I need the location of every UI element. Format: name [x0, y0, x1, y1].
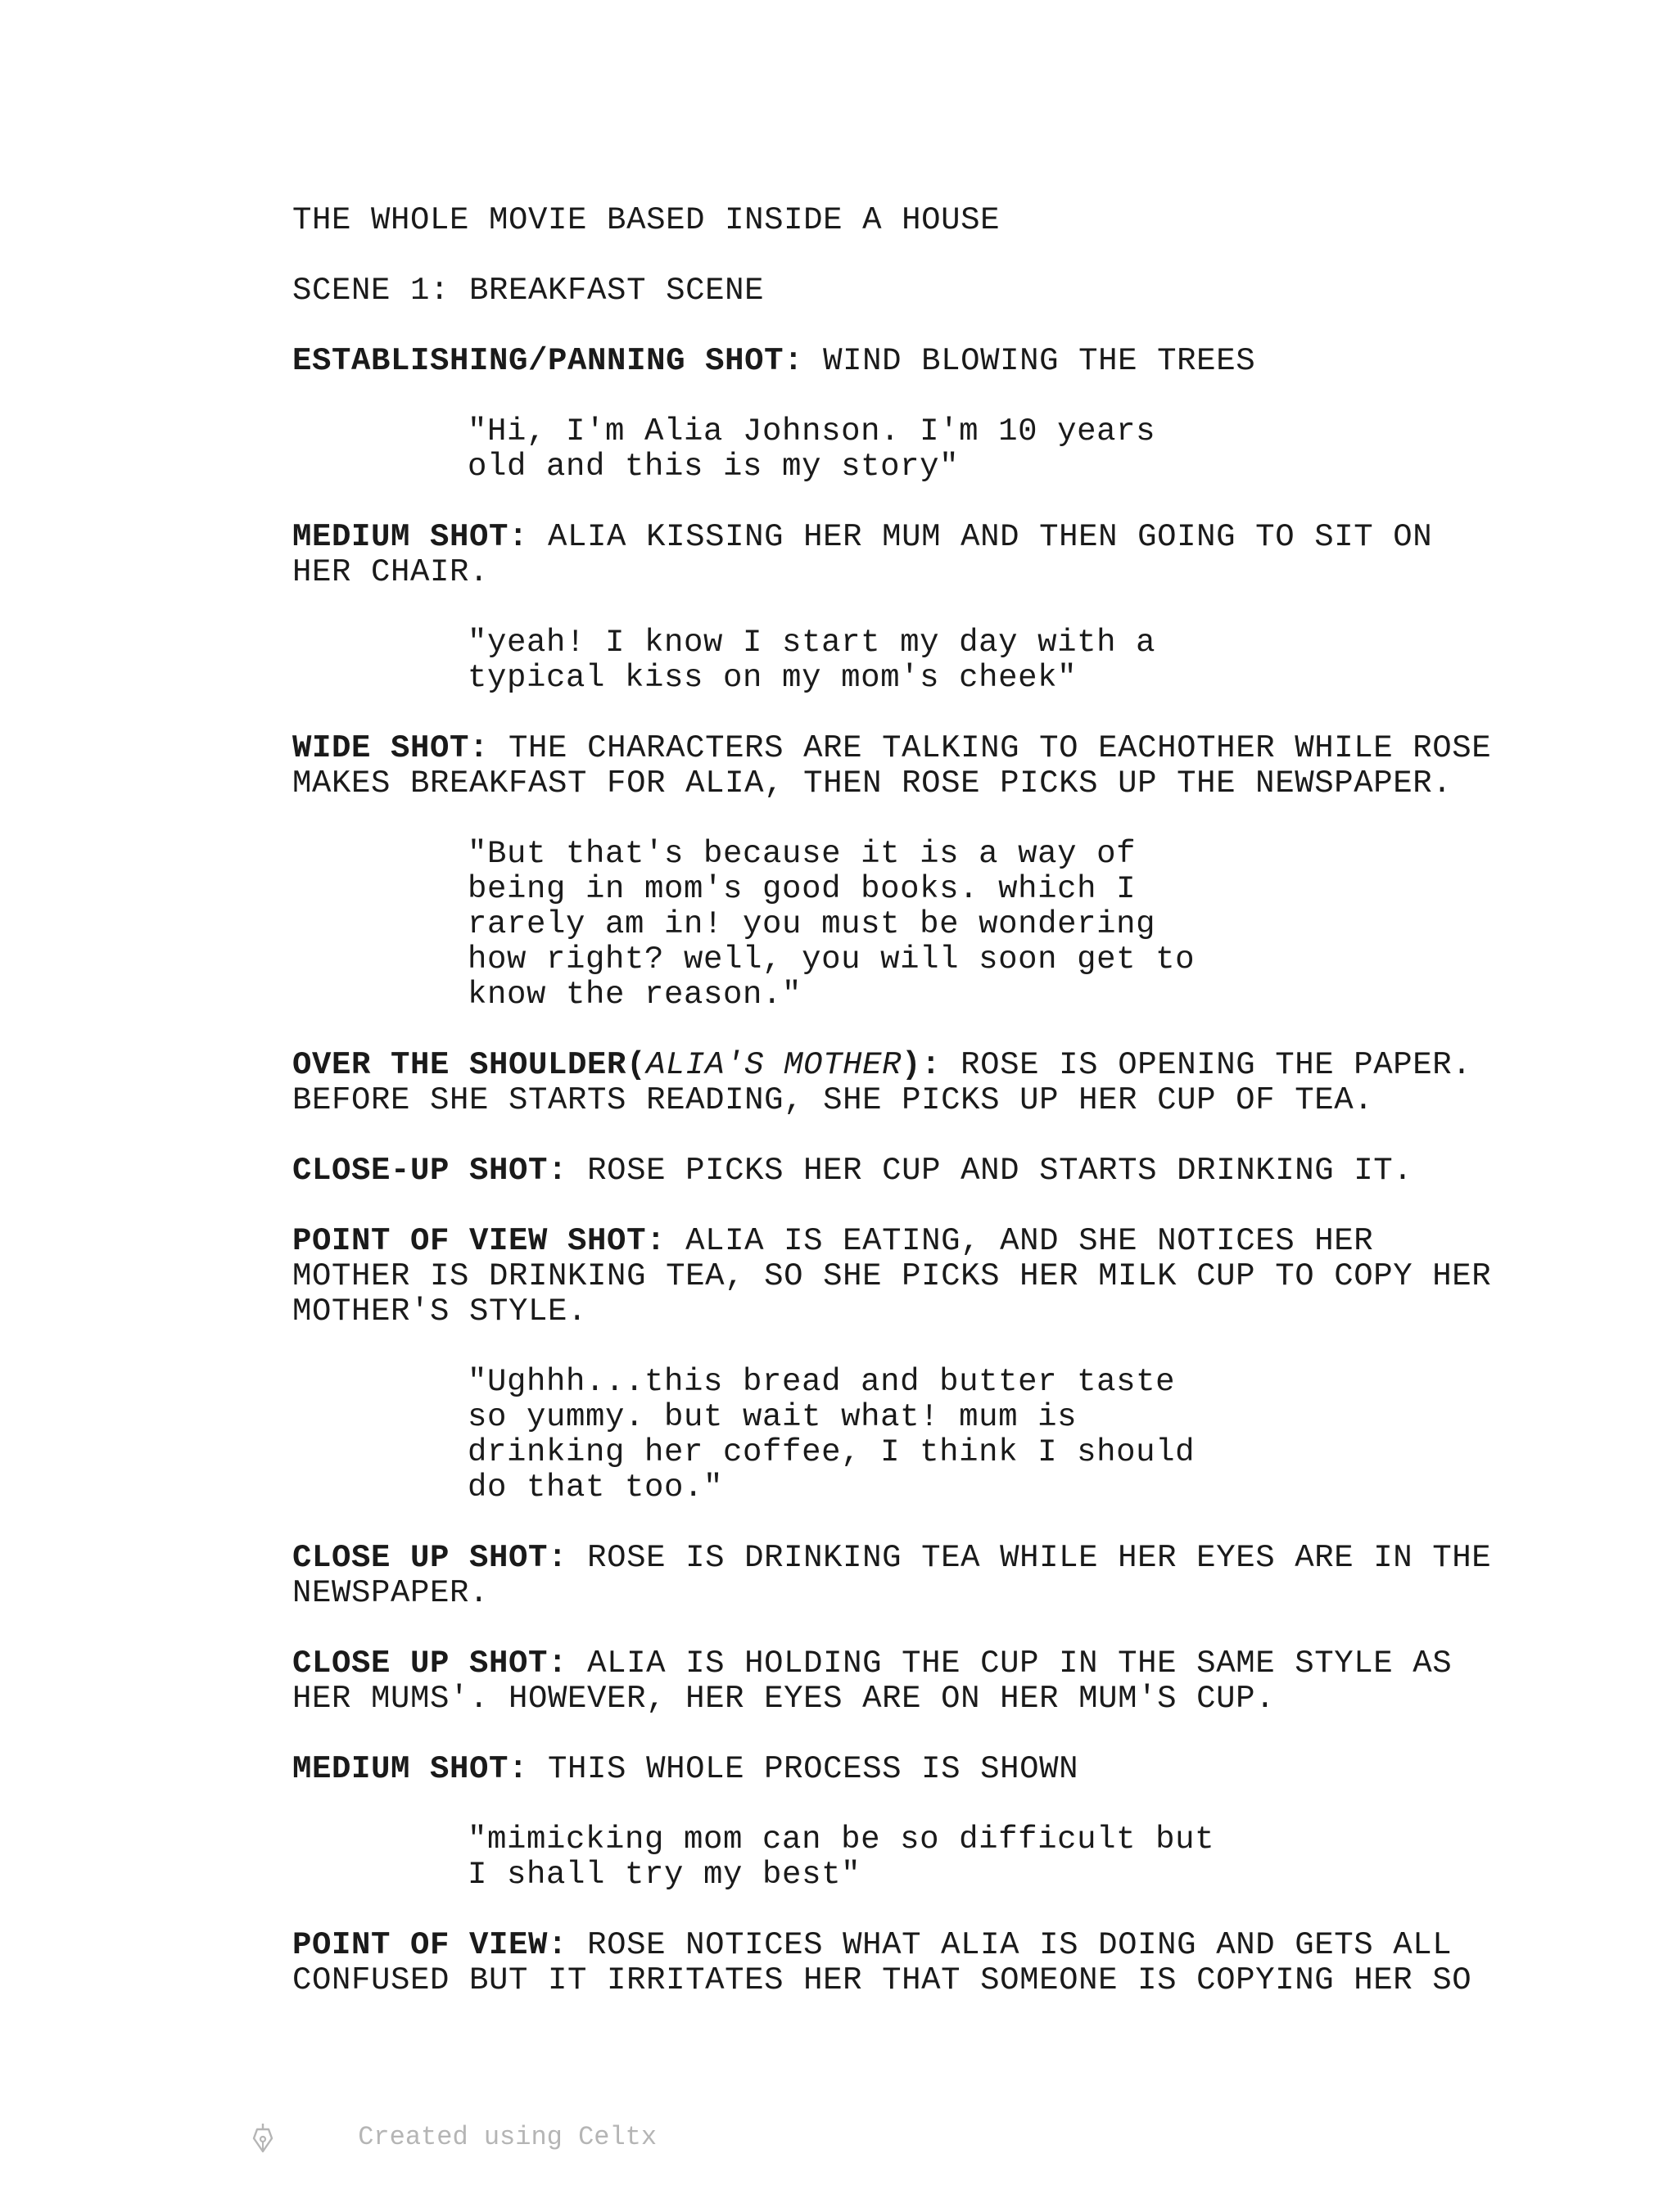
- action-text: WIND BLOWING THE TREES: [803, 343, 1256, 379]
- dialogue-line: "Ughhh...this bread and butter taste: [468, 1364, 1176, 1400]
- spacer: [292, 1013, 1504, 1048]
- shot-label: MEDIUM SHOT:: [292, 519, 529, 555]
- spacer: [292, 696, 1504, 731]
- action-line: NEWSPAPER.: [292, 1575, 490, 1611]
- spacer: [292, 1329, 1504, 1365]
- spacer: [292, 1506, 1504, 1541]
- spacer: [292, 801, 1504, 837]
- action-text: ROSE IS OPENING THE PAPER.: [941, 1047, 1472, 1083]
- dialogue-line: how right? well, you will soon get to: [468, 941, 1196, 977]
- dialogue-line: I shall try my best": [468, 1857, 861, 1893]
- action-line: [292, 1224, 1504, 1259]
- dialogue-line: "mimicking mom can be so difficult but: [468, 1822, 1215, 1858]
- action-text: ROSE PICKS HER CUP AND STARTS DRINKING IT.: [567, 1153, 1413, 1189]
- action-line: BEFORE SHE STARTS READING, SHE PICKS UP HER CUP OF TEA.: [292, 1082, 1374, 1118]
- dialogue-line: "Hi, I'm Alia Johnson. I'm 10 years: [468, 413, 1156, 449]
- spacer: [292, 1189, 1504, 1224]
- shot-label: WIDE SHOT:: [292, 730, 490, 766]
- action-line: [292, 1752, 1504, 1787]
- footer-text: Created using Celtx: [358, 2122, 658, 2152]
- spacer: [292, 379, 1504, 414]
- script-header: THE WHOLE MOVIE BASED INSIDE A HOUSE: [292, 202, 1001, 238]
- dialogue-line: know the reason.": [468, 977, 802, 1013]
- spacer: [292, 1893, 1504, 1928]
- action-line: [292, 1541, 1504, 1576]
- action-line: [292, 1048, 1504, 1083]
- action-line: [292, 1153, 1504, 1189]
- action-line: [292, 344, 1504, 379]
- action-line: HER MUMS'. HOWEVER, HER EYES ARE ON HER MUM'S CUP.: [292, 1681, 1276, 1717]
- shot-subject: ALIA'S MOTHER: [646, 1047, 902, 1083]
- script-content: [292, 203, 1504, 1998]
- spacer: [292, 1717, 1504, 1752]
- spacer: [292, 1118, 1504, 1153]
- pen-nib-icon: [252, 2063, 346, 2212]
- dialogue-line: being in mom's good books. which I: [468, 871, 1137, 907]
- action-text: ROSE NOTICES WHAT ALIA IS DOING AND GETS ALL: [567, 1927, 1453, 1963]
- shot-label: OVER THE SHOULDER(: [292, 1047, 647, 1083]
- action-line: [292, 520, 1504, 555]
- action-line: HER CHAIR.: [292, 554, 490, 590]
- shot-label-end: ):: [902, 1047, 942, 1083]
- spacer: [292, 238, 1504, 273]
- spacer: [292, 309, 1504, 344]
- action-line: MOTHER IS DRINKING TEA, SO SHE PICKS HER MILK CUP TO COPY HER: [292, 1258, 1492, 1294]
- action-text: ROSE IS DRINKING TEA WHILE HER EYES ARE IN THE: [567, 1540, 1492, 1576]
- dialogue-line: "yeah! I know I start my day with a: [468, 625, 1156, 661]
- action-line: MAKES BREAKFAST FOR ALIA, THEN ROSE PICKS UP THE NEWSPAPER.: [292, 765, 1453, 801]
- shot-label: CLOSE UP SHOT:: [292, 1540, 568, 1576]
- action-text: THE CHARACTERS ARE TALKING TO EACHOTHER WHILE ROSE: [489, 730, 1492, 766]
- shot-label: CLOSE-UP SHOT:: [292, 1153, 568, 1189]
- shot-label: CLOSE UP SHOT:: [292, 1645, 568, 1682]
- dialogue-line: typical kiss on my mom's cheek": [468, 660, 1078, 696]
- dialogue-line: "But that's because it is a way of: [468, 836, 1137, 872]
- action-line: [292, 1928, 1504, 1963]
- dialogue-line: so yummy. but wait what! mum is: [468, 1399, 1078, 1435]
- dialogue-line: old and this is my story": [468, 449, 960, 485]
- action-line: CONFUSED BUT IT IRRITATES HER THAT SOMEONE IS COPYING HER SO: [292, 1962, 1472, 1998]
- action-text: ALIA IS HOLDING THE CUP IN THE SAME STYLE AS: [567, 1645, 1453, 1682]
- action-line: [292, 1646, 1504, 1682]
- dialogue-line: rarely am in! you must be wondering: [468, 906, 1156, 942]
- action-text: THIS WHOLE PROCESS IS SHOWN: [528, 1751, 1079, 1787]
- celtx-footer: [252, 2063, 657, 2212]
- dialogue-line: drinking her coffee, I think I should: [468, 1434, 1196, 1470]
- shot-label: POINT OF VIEW:: [292, 1927, 568, 1963]
- dialogue-line: do that too.": [468, 1469, 724, 1506]
- shot-label: POINT OF VIEW SHOT:: [292, 1223, 667, 1259]
- shot-label: MEDIUM SHOT:: [292, 1751, 529, 1787]
- spacer: [292, 485, 1504, 520]
- scene-heading: SCENE 1: BREAKFAST SCENE: [292, 273, 765, 309]
- spacer: [292, 1787, 1504, 1822]
- action-line: [292, 731, 1504, 766]
- spacer: [292, 1611, 1504, 1646]
- action-text: ALIA IS EATING, AND SHE NOTICES HER: [666, 1223, 1374, 1259]
- action-line: MOTHER'S STYLE.: [292, 1293, 588, 1329]
- spacer: [292, 590, 1504, 625]
- shot-label: ESTABLISHING/PANNING SHOT:: [292, 343, 804, 379]
- action-text: ALIA KISSING HER MUM AND THEN GOING TO SIT ON: [528, 519, 1433, 555]
